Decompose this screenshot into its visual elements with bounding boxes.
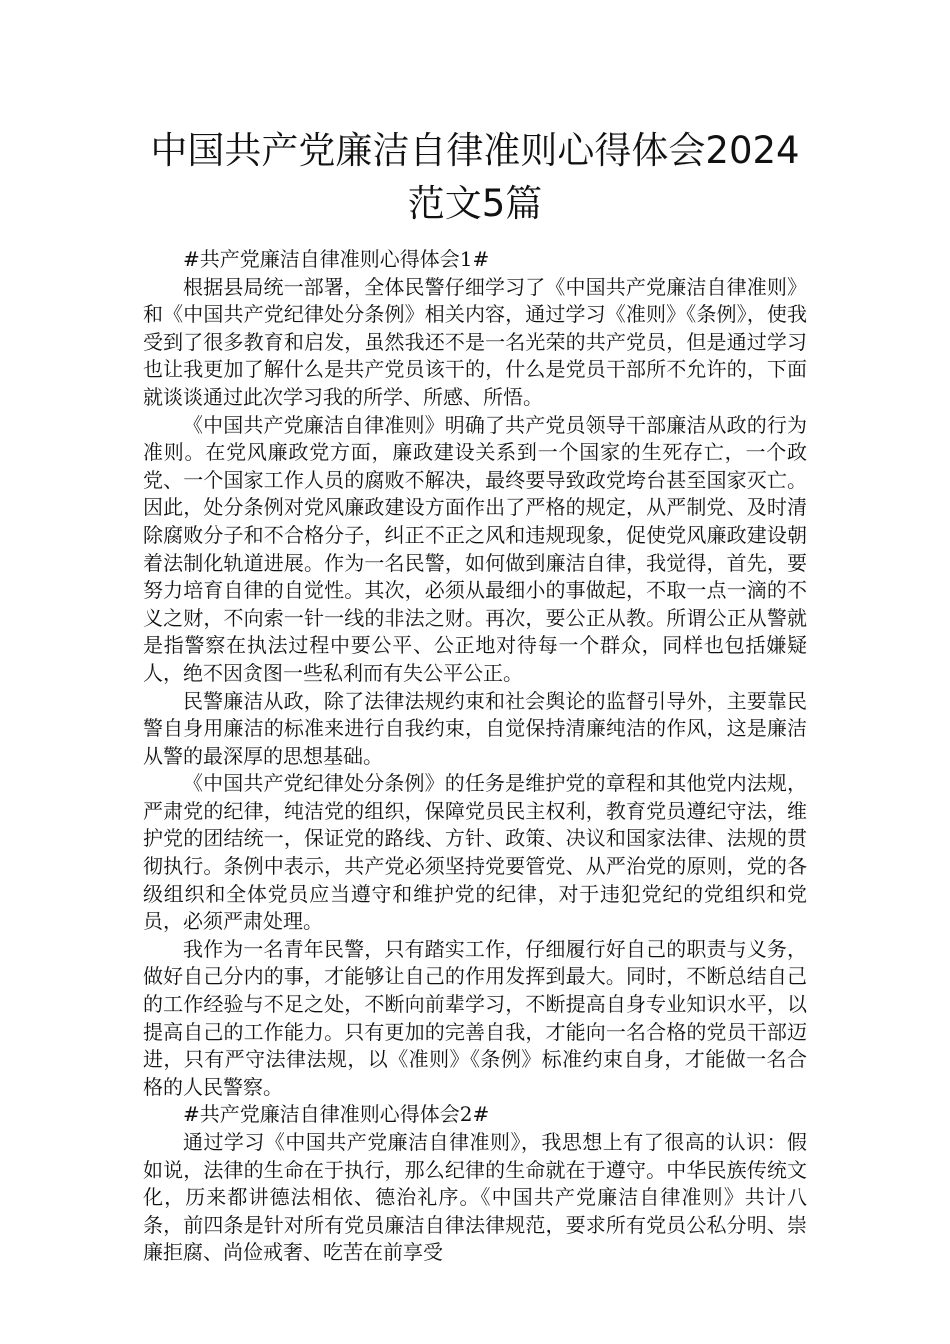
body-paragraph: 《中国共产党纪律处分条例》的任务是维护党的章程和其他党内法规，严肃党的纪律，纯洁党的组织，保障党员民主权利，教育党员遵纪守法，维护党的团结统一，保证党的路线、方针、政策、决议和国家法律、法规的贯彻执行。条例中表示，共产党必须坚持党要管党、从严治党的原则，党的各级组织和全体党员应当遵守和维护党的纪律，对于违犯党纪的党组织和党员，必须严肃处理。 [143,771,807,934]
title-line-1: 中国共产党廉洁自律准则心得体会2024 [150,129,800,172]
body-paragraph: 通过学习《中国共产党廉洁自律准则》，我思想上有了很高的认识：假如说，法律的生命在于执行，那么纪律的生命就在于遵守。中华民族传统文化，历来都讲德法相依、德治礼序。《中国共产党廉洁自律准则》共计八条，前四条是针对所有党员廉洁自律法律规范，要求所有党员公私分明、崇廉拒腐、尚俭戒奢、吃苦在前享受 [143,1130,807,1265]
title-line-2: 范文5篇 [407,182,543,225]
body-paragraph: 《中国共产党廉洁自律准则》明确了共产党员领导干部廉洁从政的行为准则。在党风廉政党方面，廉政建设关系到一个国家的生死存亡，一个政党、一个国家工作人员的腐败不解决，最终要导致政党垮台甚至国家灭亡。因此，处分条例对党风廉政建设方面作出了严格的规定，从严制党、及时清除腐败分子和不合格分子，纠正不正之风和违规现象，促使党风廉政建设朝着法制化轨道进展。作为一名民警，如何做到廉洁自律，我觉得，首先，要努力培育自律的自觉性。其次，必须从最细小的事做起，不取一点一滴的不义之财，不向索一针一线的非法之财。再次，要公正从教。所谓公正从警就是指警察在执法过程中要公平、公正地对待每一个群众，同样也包括嫌疑人，绝不因贪图一些私利而有失公平公正。 [143,412,807,685]
section-heading-2: #共产党廉洁自律准则心得体会2# [183,1102,490,1127]
body-paragraph: 民警廉洁从政，除了法律法规约束和社会舆论的监督引导外，主要靠民警自身用廉洁的标准来进行自我约束，自觉保持清廉纯洁的作风，这是廉洁从警的最深厚的思想基础。 [143,688,807,768]
body-paragraph: 根据县局统一部署，全体民警仔细学习了《中国共产党廉洁自律准则》和《中国共产党纪律处分条例》相关内容，通过学习《准则》《条例》，使我受到了很多教育和启发，虽然我还不是一名光荣的共产党员，但是通过学习也让我更加了解什么是共产党员该干的，什么是党员干部所不允许的，下面就谈谈通过此次学习我的所学、所感、所悟。 [143,274,807,409]
body-paragraph: 我作为一名青年民警，只有踏实工作，仔细履行好自己的职责与义务，做好自己分内的事，才能够让自己的作用发挥到最大。同时，不断总结自己的工作经验与不足之处，不断向前辈学习，不断提高自身专业知识水平，以提高自己的工作能力。只有更加的完善自我，才能向一名合格的党员干部迈进，只有严守法律法规，以《准则》《条例》标准约束自身，才能做一名合格的人民警察。 [143,936,807,1099]
document-body [143,246,807,1267]
section-heading-1: #共产党廉洁自律准则心得体会1# [183,247,490,271]
document-title [120,124,830,230]
